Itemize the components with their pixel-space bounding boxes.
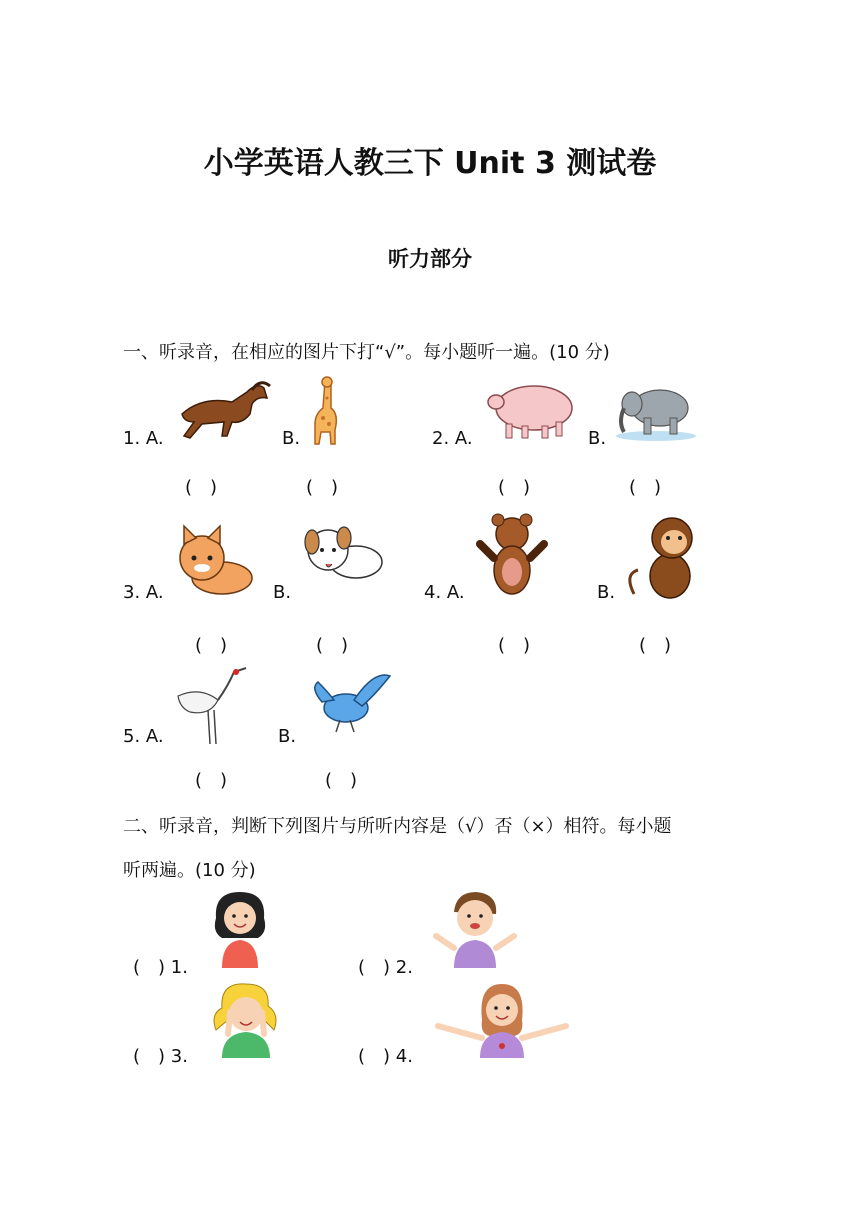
item4-b-answer[interactable]: ( ) [639, 635, 672, 656]
item3-a-answer[interactable]: ( ) [195, 635, 228, 656]
pig-image [482, 380, 578, 444]
page-title: 小学英语人教三下 Unit 3 测试卷 [203, 146, 657, 181]
girl-touching-eyes-image [208, 980, 288, 1058]
item1-label: 1. A. [123, 428, 164, 449]
item1-b-label: B. [282, 428, 301, 449]
s2-item4-label[interactable]: ( ) 4. [358, 1046, 413, 1067]
item2-b-answer[interactable]: ( ) [629, 477, 662, 498]
boy-shrugging-image [432, 888, 518, 968]
girl-touching-hair-image [210, 888, 270, 968]
item2-label: 2. A. [432, 428, 473, 449]
bird-image [304, 666, 400, 744]
item5-b-answer[interactable]: ( ) [325, 770, 358, 791]
item5-a-answer[interactable]: ( ) [195, 770, 228, 791]
dog-image [300, 520, 386, 592]
giraffe-image [305, 374, 345, 448]
item3-b-answer[interactable]: ( ) [316, 635, 349, 656]
elephant-image [614, 382, 698, 442]
s2-item1-label[interactable]: ( ) 1. [133, 957, 188, 978]
item2-b-label: B. [588, 428, 607, 449]
section2-heading-line1: 二、听录音，判断下列图片与所听内容是（√）否（×）相符。每小题 [123, 816, 672, 837]
item5-label: 5. A. [123, 726, 164, 747]
item5-b-label: B. [278, 726, 297, 747]
girl-arms-out-image [434, 980, 570, 1058]
section1-heading: 一、听录音，在相应的图片下打“√”。每小题听一遍。(10 分) [123, 342, 610, 363]
bear-image [478, 514, 546, 602]
item4-b-label: B. [597, 582, 616, 603]
cat-image [172, 522, 256, 600]
item4-label: 4. A. [424, 582, 465, 603]
item3-label: 3. A. [123, 582, 164, 603]
item1-b-answer[interactable]: ( ) [306, 477, 339, 498]
item4-a-answer[interactable]: ( ) [498, 635, 531, 656]
crane-image [170, 666, 250, 746]
monkey-image [624, 514, 700, 602]
item2-a-answer[interactable]: ( ) [498, 477, 531, 498]
item1-a-answer[interactable]: ( ) [185, 477, 218, 498]
s2-item3-label[interactable]: ( ) 3. [133, 1046, 188, 1067]
section2-heading-line2: 听两遍。(10 分) [123, 860, 256, 881]
s2-item2-label[interactable]: ( ) 2. [358, 957, 413, 978]
item3-b-label: B. [273, 582, 292, 603]
section-subtitle: 听力部分 [388, 247, 472, 271]
horse-image [172, 374, 272, 446]
